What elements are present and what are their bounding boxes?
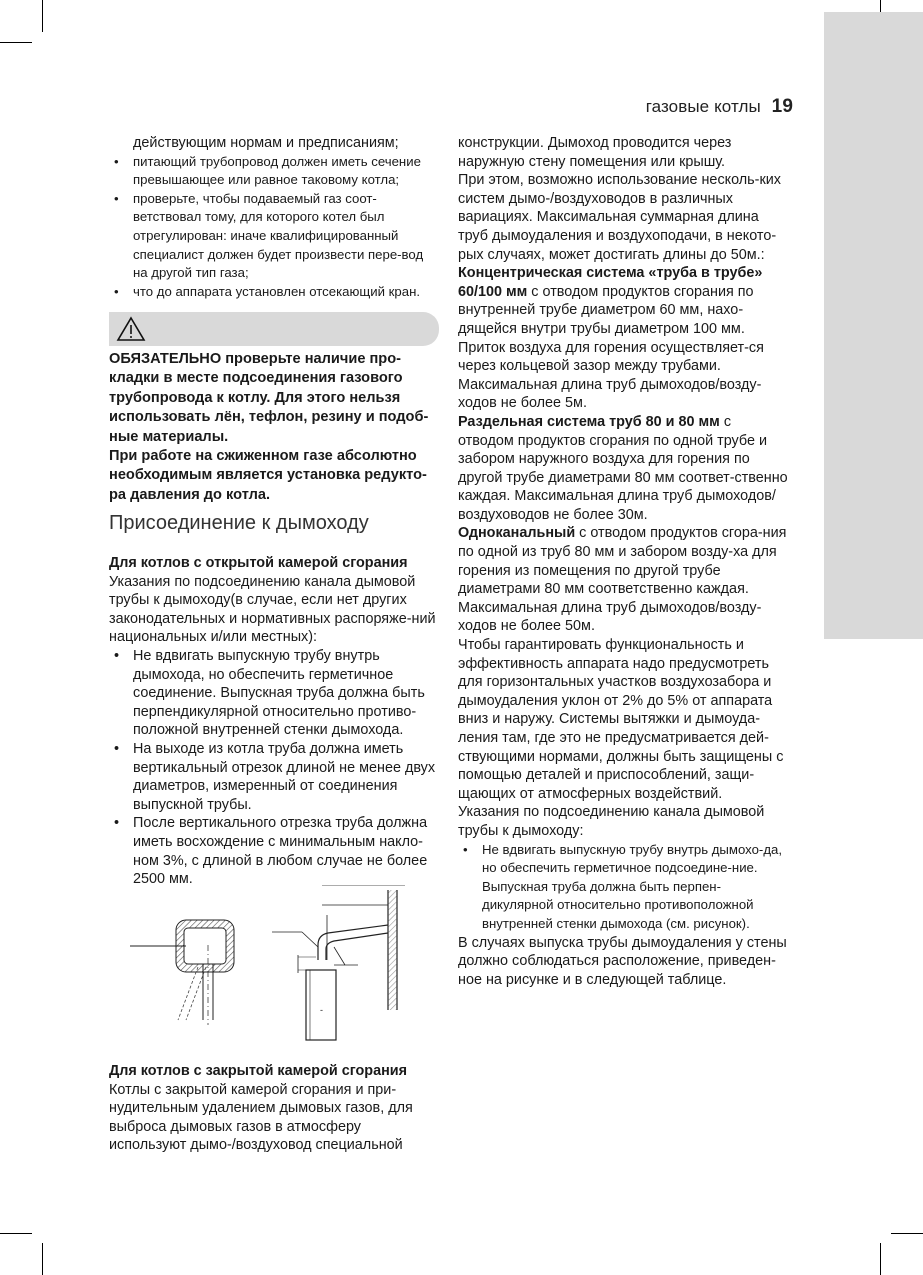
paragraph: В случаях выпуска трубы дымоудаления у стены должно соблюдаться расположение, приведен-ное на рисунке и в следующей таблице. [458,934,787,988]
list-item: • что до аппарата установлен отсекающий кран. [109,283,441,302]
right-column [458,134,790,989]
requirements-list [109,153,441,302]
separate-system-paragraph [458,413,790,525]
warning-paragraph: При работе на сжиженном газе абсолютно необходимым является установка редукто-ра давления до котла. [109,448,427,503]
separate-system-title: Раздельная система труб 80 и 80 мм [458,413,720,430]
right-detail [272,885,405,1040]
paragraph: конструкции. Дымоход проводится через наружную стену помещения или крышу. [458,135,732,170]
list-item: • Не вдвигать выпускную трубу внутрь дымохо-да, но обеспечить герметичное подсоедине-ние. Выпускная труба должна быть перпен-дикулярной относительно противоположной внутренней стенки дымохода (см. рисунок). [458,841,790,934]
coaxial-system-text: с отводом продуктов сгорания по внутренней трубе диаметром 60 мм, нахо-дящейся внутри трубы диаметром 100 мм. Приток воздуха для горения осуществляет-ся через кольцевой зазор между трубами. Максимальная длина труб дымоходов/возду-ходов не более 5м. [458,283,764,412]
continuation-text: действующим нормам и предписаниям; [133,135,399,151]
chimney-connection-diagram [130,885,420,1045]
crop-mark [891,1233,923,1234]
crop-mark [42,0,43,32]
left-column-closed [109,1062,441,1155]
paragraph: Указания по подсоединению канала дымовой трубы к дымоходу: [458,804,765,839]
header-title: газовые котлы [645,97,761,116]
page-number: 19 [771,96,793,117]
list-item: • Не вдвигать выпускную трубу внутрь дымохода, но обеспечить герметичное соединение. Выпускная труба должна быть перпендикулярной относительно противо-положной внутренней стенки дымохода. [109,647,441,740]
warning-bar [109,312,439,346]
left-detail [130,920,234,1025]
single-channel-paragraph [458,524,790,636]
boiler-mark: - [320,1005,323,1015]
separate-system-text: с отводом продуктов сгорания по одной трубе и забором наружного воздуха для горения по другой трубе диаметрами 80 мм соответ-ственно каждая. Максимальная длина труб дымоходов/воздуховодов не более 30м. [458,413,788,523]
closed-chamber-heading: Для котлов с закрытой камерой сгорания [109,1063,408,1079]
section-title: Присоединение к дымоходу [109,512,369,534]
list-item: • На выходе из котла труба должна иметь вертикальный отрезок длиной не менее двух диаметров, измеренный от соединения выпускной трубы. [109,740,441,814]
open-chamber-intro: Указания по подсоединению канала дымовой трубы к дымоходу(в случае, если нет других законодательных и нормативных распоряже-ний национальных и/или местных): [109,573,436,646]
single-channel-text: с отводом продуктов сгора-ния по одной из труб 80 мм и забором возду-ха для горения из помещения по другой трубе диаметрами 80 мм соответственно каждая. Максимальная длина труб дымоходов/возду-ходов не более 50м. [458,525,787,635]
open-chamber-heading: Для котлов с открытой камерой сгорания [109,555,408,571]
coaxial-system-paragraph [458,264,790,413]
crop-mark [42,1243,43,1275]
right-list [458,841,790,934]
paragraph: Чтобы гарантировать функциональность и эффективность аппарата надо предусмотреть для горизонтальных участков воздухозабора и дымоудаления уклон от 2% до 5% от аппарата вниз и наружу. Системы вытяжки и дымоуда-ления там, где это не предусматривается дей-ствующими нормами, должны быть защищены с помощью деталей и приспособлений, защи-щающих от атмосферных воздействий. [458,637,784,802]
crop-mark [880,1243,881,1275]
single-channel-title: Одноканальный [458,525,576,542]
closed-chamber-intro: Котлы с закрытой камерой сгорания и при-нудительным удалением дымовых газов, для выброса дымовых газов в атмосферу используют дымо-/воздуховод специальной [109,1081,413,1154]
paragraph: При этом, возможно использование несколь-ких систем дымо-/воздуховодов в различных вариациях. Максимальная суммарная длина труб дымоудаления и воздухоподачи, в некото-рых случаях, может достигать длины до 50м.: [458,172,781,263]
list-item: • питающий трубопровод должен иметь сечение превышающее или равное таковому котла; [109,153,441,190]
list-item: • проверьте, чтобы подаваемый газ соот-ветствовал тому, для которого котел был отрегулирован: иначе квалифицированный специалист должен будет произвести пере-вод на другой тип газа; [109,190,441,283]
open-chamber-list [109,647,441,889]
crop-mark [0,42,32,43]
page-header [646,96,793,118]
warning-triangle-icon [116,315,146,343]
crop-mark [0,1233,32,1234]
left-column-chimney [109,554,441,889]
warning-text [109,350,441,505]
chapter-side-tab [824,12,923,639]
warning-paragraph: ОБЯЗАТЕЛЬНО проверьте наличие про-кладки в месте подсоединения газового трубопровода к котлу. Для этого нельзя использовать лён, тефлон, резину и подоб-ные материалы. [109,351,429,445]
coaxial-system-title: Концентрическая система «труба в трубе» 60/100 мм [458,265,763,300]
list-item: • После вертикального отрезка труба должна иметь восхождение с минимальным накло-ном 3%, с длиной в любом случае не более 2500 мм. [109,814,441,888]
left-column-top [109,134,441,301]
